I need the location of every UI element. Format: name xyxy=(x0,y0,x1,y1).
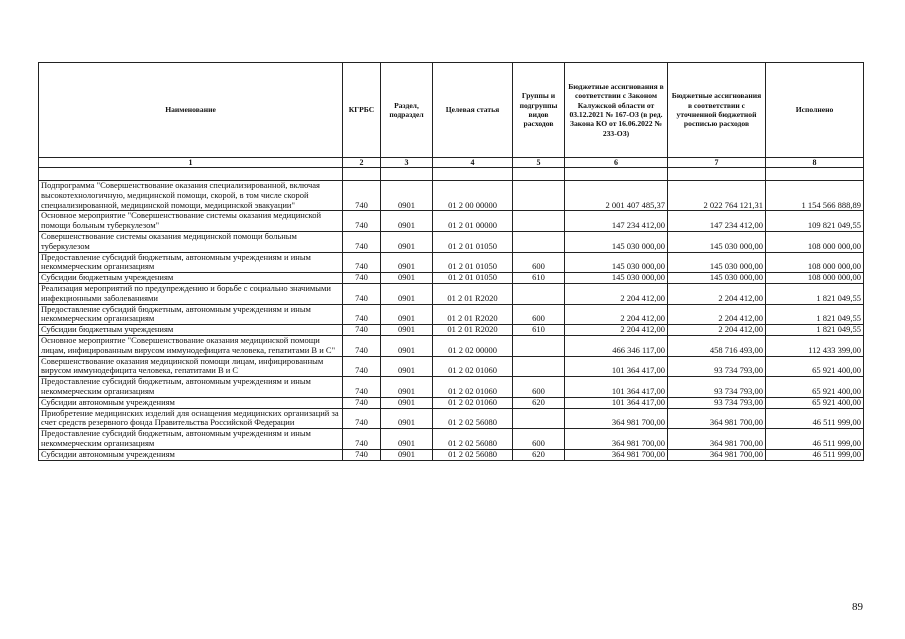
row-razdel: 0901 xyxy=(381,304,433,325)
row-name: Субсидии бюджетным учреждениям xyxy=(39,325,343,336)
row-vid: 600 xyxy=(513,252,565,273)
row-kgrbs: 740 xyxy=(343,273,381,284)
row-razdel: 0901 xyxy=(381,377,433,398)
table-row xyxy=(39,231,864,252)
col-header-kgrbs: КГРБС xyxy=(343,63,381,158)
row-ispolneno: 65 921 400,00 xyxy=(766,356,864,377)
row-name: Субсидии автономным учреждениям xyxy=(39,449,343,460)
col-header-zakon: Бюджетные ассигнования в соответствии с Законом Калужской области от 03.12.2021 № 167-ОЗ (в ред. Закона КО от 16.06.2022 № 233-ОЗ) xyxy=(565,63,668,158)
row-razdel: 0901 xyxy=(381,429,433,450)
row-kgrbs: 740 xyxy=(343,252,381,273)
row-zakon: 101 364 417,00 xyxy=(565,356,668,377)
row-kgrbs: 740 xyxy=(343,397,381,408)
row-name: Совершенствование системы оказания медицинской помощи больным туберкулезом xyxy=(39,231,343,252)
row-ispolneno: 1 821 049,55 xyxy=(766,304,864,325)
row-razdel: 0901 xyxy=(381,211,433,232)
col-number: 4 xyxy=(433,158,513,168)
row-rospis: 2 204 412,00 xyxy=(668,283,766,304)
row-razdel: 0901 xyxy=(381,356,433,377)
row-zakon: 2 001 407 485,37 xyxy=(565,181,668,211)
col-number: 3 xyxy=(381,158,433,168)
row-rospis: 93 734 793,00 xyxy=(668,397,766,408)
row-razdel: 0901 xyxy=(381,335,433,356)
col-number: 6 xyxy=(565,158,668,168)
table-row xyxy=(39,429,864,450)
col-number: 8 xyxy=(766,158,864,168)
row-ispolneno: 108 000 000,00 xyxy=(766,252,864,273)
row-name: Предоставление субсидий бюджетным, автономным учреждениям и иным некоммерческим организациям xyxy=(39,304,343,325)
row-tselevaya: 01 2 01 R2020 xyxy=(433,283,513,304)
row-kgrbs: 740 xyxy=(343,377,381,398)
row-tselevaya: 01 2 02 56080 xyxy=(433,449,513,460)
row-razdel: 0901 xyxy=(381,273,433,284)
row-vid: 610 xyxy=(513,325,565,336)
row-razdel: 0901 xyxy=(381,231,433,252)
row-name: Совершенствование оказания медицинской помощи лицам, инфицированным вирусом иммунодефицита человека, гепатитами В и С xyxy=(39,356,343,377)
row-rospis: 147 234 412,00 xyxy=(668,211,766,232)
row-razdel: 0901 xyxy=(381,181,433,211)
row-vid xyxy=(513,408,565,429)
column-number-row xyxy=(39,158,864,168)
row-rospis: 458 716 493,00 xyxy=(668,335,766,356)
row-vid xyxy=(513,283,565,304)
row-vid: 620 xyxy=(513,449,565,460)
row-kgrbs: 740 xyxy=(343,429,381,450)
table-row xyxy=(39,449,864,460)
row-vid: 620 xyxy=(513,397,565,408)
row-vid xyxy=(513,211,565,232)
row-kgrbs: 740 xyxy=(343,231,381,252)
row-tselevaya: 01 2 01 01050 xyxy=(433,273,513,284)
col-number: 1 xyxy=(39,158,343,168)
table-row xyxy=(39,325,864,336)
row-zakon: 145 030 000,00 xyxy=(565,252,668,273)
row-kgrbs: 740 xyxy=(343,335,381,356)
row-tselevaya: 01 2 01 00000 xyxy=(433,211,513,232)
row-ispolneno: 1 821 049,55 xyxy=(766,325,864,336)
row-rospis: 364 981 700,00 xyxy=(668,429,766,450)
col-header-tselevaya: Целевая статья xyxy=(433,63,513,158)
row-ispolneno: 108 000 000,00 xyxy=(766,231,864,252)
table-row xyxy=(39,252,864,273)
row-kgrbs: 740 xyxy=(343,325,381,336)
row-vid: 600 xyxy=(513,429,565,450)
row-razdel: 0901 xyxy=(381,397,433,408)
row-vid: 600 xyxy=(513,304,565,325)
spacer-row xyxy=(39,168,864,181)
row-tselevaya: 01 2 01 01050 xyxy=(433,231,513,252)
row-razdel: 0901 xyxy=(381,252,433,273)
table-row xyxy=(39,397,864,408)
row-kgrbs: 740 xyxy=(343,181,381,211)
row-tselevaya: 01 2 02 56080 xyxy=(433,429,513,450)
row-zakon: 101 364 417,00 xyxy=(565,397,668,408)
col-number: 5 xyxy=(513,158,565,168)
col-header-ispolneno: Исполнено xyxy=(766,63,864,158)
row-tselevaya: 01 2 02 00000 xyxy=(433,335,513,356)
col-header-vid: Группы и подгруппы видов расходов xyxy=(513,63,565,158)
row-kgrbs: 740 xyxy=(343,449,381,460)
col-number: 7 xyxy=(668,158,766,168)
row-zakon: 2 204 412,00 xyxy=(565,325,668,336)
row-zakon: 2 204 412,00 xyxy=(565,283,668,304)
row-name: Основное мероприятие "Совершенствование системы оказания медицинской помощи больным туберкулезом" xyxy=(39,211,343,232)
row-ispolneno: 1 821 049,55 xyxy=(766,283,864,304)
row-rospis: 364 981 700,00 xyxy=(668,408,766,429)
table-row xyxy=(39,283,864,304)
row-tselevaya: 01 2 01 R2020 xyxy=(433,304,513,325)
row-zakon: 364 981 700,00 xyxy=(565,449,668,460)
row-name: Субсидии бюджетным учреждениям xyxy=(39,273,343,284)
row-kgrbs: 740 xyxy=(343,304,381,325)
row-rospis: 93 734 793,00 xyxy=(668,377,766,398)
col-header-razdel: Раздел, подраздел xyxy=(381,63,433,158)
row-kgrbs: 740 xyxy=(343,356,381,377)
row-vid xyxy=(513,335,565,356)
row-zakon: 2 204 412,00 xyxy=(565,304,668,325)
row-ispolneno: 112 433 399,00 xyxy=(766,335,864,356)
row-ispolneno: 46 511 999,00 xyxy=(766,429,864,450)
table-row xyxy=(39,304,864,325)
row-name: Предоставление субсидий бюджетным, автономным учреждениям и иным некоммерческим организациям xyxy=(39,429,343,450)
row-name: Основное мероприятие "Совершенствование оказания медицинской помощи лицам, инфицированным вирусом иммунодефицита человека, гепатитами В и С" xyxy=(39,335,343,356)
col-number: 2 xyxy=(343,158,381,168)
row-vid xyxy=(513,356,565,377)
row-zakon: 145 030 000,00 xyxy=(565,273,668,284)
row-zakon: 145 030 000,00 xyxy=(565,231,668,252)
table-row xyxy=(39,211,864,232)
row-ispolneno: 46 511 999,00 xyxy=(766,449,864,460)
col-header-rospis: Бюджетные ассигнования в соответствии с уточненной бюджетной росписью расходов xyxy=(668,63,766,158)
row-ispolneno: 108 000 000,00 xyxy=(766,273,864,284)
row-zakon: 101 364 417,00 xyxy=(565,377,668,398)
row-kgrbs: 740 xyxy=(343,408,381,429)
table-body xyxy=(39,168,864,461)
row-tselevaya: 01 2 01 01050 xyxy=(433,252,513,273)
row-rospis: 2 022 764 121,31 xyxy=(668,181,766,211)
row-ispolneno: 109 821 049,55 xyxy=(766,211,864,232)
row-name: Приобретение медицинских изделий для оснащения медицинских организаций за счет средств резервного фонда Правительства Российской Федерации xyxy=(39,408,343,429)
budget-table xyxy=(38,62,864,461)
table-row xyxy=(39,273,864,284)
row-rospis: 145 030 000,00 xyxy=(668,231,766,252)
row-vid: 610 xyxy=(513,273,565,284)
row-tselevaya: 01 2 02 01060 xyxy=(433,397,513,408)
row-vid xyxy=(513,181,565,211)
table-row xyxy=(39,356,864,377)
page-number: 89 xyxy=(852,601,863,613)
row-razdel: 0901 xyxy=(381,449,433,460)
row-razdel: 0901 xyxy=(381,325,433,336)
row-vid xyxy=(513,231,565,252)
row-vid: 600 xyxy=(513,377,565,398)
row-rospis: 364 981 700,00 xyxy=(668,449,766,460)
row-ispolneno: 65 921 400,00 xyxy=(766,377,864,398)
row-zakon: 147 234 412,00 xyxy=(565,211,668,232)
row-name: Подпрограмма "Совершенствование оказания специализированной, включая высокотехнологичную, медицинской помощи, скорой, в том числе скорой специализированной, медицинской помощи, медицинской эвакуации" xyxy=(39,181,343,211)
row-tselevaya: 01 2 00 00000 xyxy=(433,181,513,211)
row-tselevaya: 01 2 02 56080 xyxy=(433,408,513,429)
row-kgrbs: 740 xyxy=(343,211,381,232)
table-row xyxy=(39,377,864,398)
row-rospis: 2 204 412,00 xyxy=(668,325,766,336)
row-tselevaya: 01 2 02 01060 xyxy=(433,377,513,398)
row-tselevaya: 01 2 02 01060 xyxy=(433,356,513,377)
table-row xyxy=(39,181,864,211)
row-name: Предоставление субсидий бюджетным, автономным учреждениям и иным некоммерческим организациям xyxy=(39,252,343,273)
header-row xyxy=(39,63,864,158)
table-row xyxy=(39,408,864,429)
row-razdel: 0901 xyxy=(381,408,433,429)
row-rospis: 93 734 793,00 xyxy=(668,356,766,377)
row-zakon: 466 346 117,00 xyxy=(565,335,668,356)
row-name: Реализация мероприятий по предупреждению и борьбе с социально значимыми инфекционными заболеваниями xyxy=(39,283,343,304)
row-rospis: 145 030 000,00 xyxy=(668,252,766,273)
row-zakon: 364 981 700,00 xyxy=(565,429,668,450)
col-header-name: Наименование xyxy=(39,63,343,158)
row-razdel: 0901 xyxy=(381,283,433,304)
row-name: Субсидии автономным учреждениям xyxy=(39,397,343,408)
row-tselevaya: 01 2 01 R2020 xyxy=(433,325,513,336)
row-ispolneno: 46 511 999,00 xyxy=(766,408,864,429)
row-rospis: 145 030 000,00 xyxy=(668,273,766,284)
row-rospis: 2 204 412,00 xyxy=(668,304,766,325)
row-ispolneno: 65 921 400,00 xyxy=(766,397,864,408)
row-zakon: 364 981 700,00 xyxy=(565,408,668,429)
row-name: Предоставление субсидий бюджетным, автономным учреждениям и иным некоммерческим организациям xyxy=(39,377,343,398)
row-ispolneno: 1 154 566 888,89 xyxy=(766,181,864,211)
row-kgrbs: 740 xyxy=(343,283,381,304)
table-row xyxy=(39,335,864,356)
